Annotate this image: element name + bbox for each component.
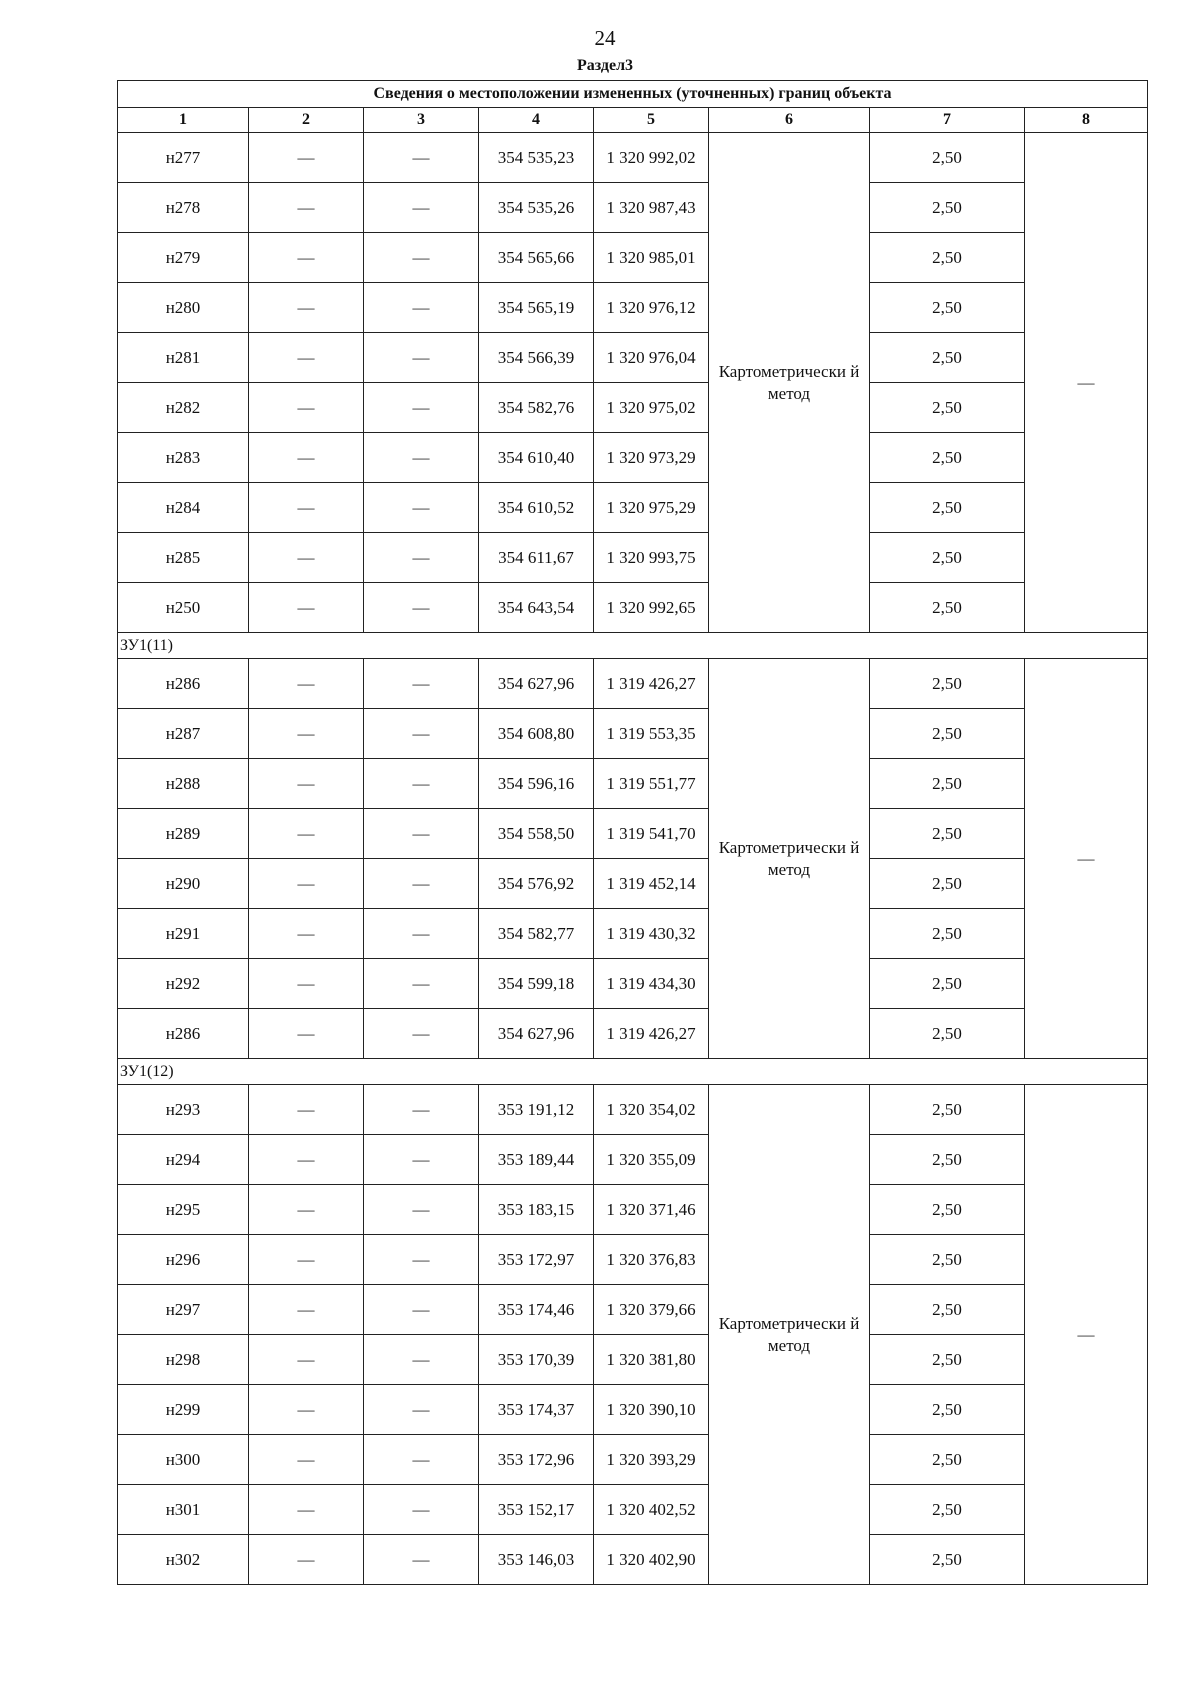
col2-cell: — [249,533,364,583]
col3-cell: — [364,859,479,909]
x-coordinate-cell: 354 535,23 [479,133,594,183]
y-coordinate-cell: 1 320 993,75 [594,533,709,583]
x-coordinate-cell: 354 627,96 [479,659,594,709]
col2-cell: — [249,283,364,333]
col3-cell: — [364,1135,479,1185]
col3-cell: — [364,709,479,759]
y-coordinate-cell: 1 319 426,27 [594,1009,709,1059]
table-row [118,909,1148,959]
x-coordinate-cell: 354 566,39 [479,333,594,383]
accuracy-cell: 2,50 [870,859,1025,909]
table-row [118,333,1148,383]
col2-cell: — [249,1385,364,1435]
x-coordinate-cell: 354 582,76 [479,383,594,433]
table-row [118,1009,1148,1059]
method-cell: Картометрически й метод [709,659,870,1059]
table-row [118,1385,1148,1435]
table-row [118,283,1148,333]
y-coordinate-cell: 1 320 393,29 [594,1435,709,1485]
point-name-cell: н286 [118,659,249,709]
col3-cell: — [364,1335,479,1385]
table-row [118,1535,1148,1585]
column-number: 7 [870,108,1025,133]
col3-cell: — [364,533,479,583]
col3-cell: — [364,809,479,859]
col3-cell: — [364,1009,479,1059]
column-number: 8 [1025,108,1148,133]
x-coordinate-cell: 354 565,19 [479,283,594,333]
y-coordinate-cell: 1 320 975,02 [594,383,709,433]
col2-cell: — [249,809,364,859]
x-coordinate-cell: 353 172,96 [479,1435,594,1485]
accuracy-cell: 2,50 [870,1285,1025,1335]
point-name-cell: н280 [118,283,249,333]
accuracy-cell: 2,50 [870,1435,1025,1485]
col3-cell: — [364,1485,479,1535]
point-name-cell: н282 [118,383,249,433]
column-number: 4 [479,108,594,133]
point-name-cell: н277 [118,133,249,183]
point-name-cell: н290 [118,859,249,909]
table-row [118,533,1148,583]
point-name-cell: н287 [118,709,249,759]
y-coordinate-cell: 1 320 973,29 [594,433,709,483]
accuracy-cell: 2,50 [870,1185,1025,1235]
y-coordinate-cell: 1 320 976,04 [594,333,709,383]
point-name-cell: н285 [118,533,249,583]
accuracy-cell: 2,50 [870,1335,1025,1385]
x-coordinate-cell: 353 174,37 [479,1385,594,1435]
x-coordinate-cell: 353 189,44 [479,1135,594,1185]
column-number-row [118,108,1148,133]
col2-cell: — [249,183,364,233]
boundary-coordinates-table [117,80,1148,1585]
column-number: 3 [364,108,479,133]
y-coordinate-cell: 1 319 426,27 [594,659,709,709]
col2-cell: — [249,1009,364,1059]
col8-cell: — [1025,133,1148,633]
point-name-cell: н300 [118,1435,249,1485]
point-name-cell: н301 [118,1485,249,1535]
col2-cell: — [249,1135,364,1185]
parcel-group-row [118,1059,1148,1085]
col3-cell: — [364,483,479,533]
x-coordinate-cell: 353 146,03 [479,1535,594,1585]
table-row [118,1435,1148,1485]
col2-cell: — [249,1235,364,1285]
point-name-cell: н298 [118,1335,249,1385]
col2-cell: — [249,483,364,533]
table-row [118,1285,1148,1335]
col2-cell: — [249,333,364,383]
col2-cell: — [249,133,364,183]
accuracy-cell: 2,50 [870,959,1025,1009]
x-coordinate-cell: 354 610,52 [479,483,594,533]
y-coordinate-cell: 1 319 551,77 [594,759,709,809]
point-name-cell: н279 [118,233,249,283]
y-coordinate-cell: 1 319 434,30 [594,959,709,1009]
accuracy-cell: 2,50 [870,759,1025,809]
col3-cell: — [364,1235,479,1285]
x-coordinate-cell: 353 170,39 [479,1335,594,1385]
col3-cell: — [364,283,479,333]
y-coordinate-cell: 1 320 975,29 [594,483,709,533]
col2-cell: — [249,759,364,809]
table-row [118,959,1148,1009]
section-title: Раздел3 [576,57,634,74]
table-row [118,1335,1148,1385]
y-coordinate-cell: 1 320 376,83 [594,1235,709,1285]
x-coordinate-cell: 354 643,54 [479,583,594,633]
table-row [118,659,1148,709]
point-name-cell: н289 [118,809,249,859]
y-coordinate-cell: 1 320 402,90 [594,1535,709,1585]
col2-cell: — [249,383,364,433]
col2-cell: — [249,959,364,1009]
col3-cell: — [364,659,479,709]
point-name-cell: н302 [118,1535,249,1585]
x-coordinate-cell: 354 611,67 [479,533,594,583]
col3-cell: — [364,133,479,183]
table-row [118,1185,1148,1235]
col3-cell: — [364,1435,479,1485]
x-coordinate-cell: 353 183,15 [479,1185,594,1235]
point-name-cell: н283 [118,433,249,483]
point-name-cell: н293 [118,1085,249,1135]
x-coordinate-cell: 354 599,18 [479,959,594,1009]
table-row [118,709,1148,759]
table-row [118,809,1148,859]
accuracy-cell: 2,50 [870,709,1025,759]
point-name-cell: н286 [118,1009,249,1059]
parcel-group-row [118,633,1148,659]
col3-cell: — [364,433,479,483]
accuracy-cell: 2,50 [870,183,1025,233]
accuracy-cell: 2,50 [870,1085,1025,1135]
accuracy-cell: 2,50 [870,1485,1025,1535]
table-row [118,133,1148,183]
y-coordinate-cell: 1 320 992,65 [594,583,709,633]
table-body [118,133,1148,1585]
x-coordinate-cell: 354 608,80 [479,709,594,759]
point-name-cell: н299 [118,1385,249,1435]
col2-cell: — [249,1485,364,1535]
page-number: 24 [594,26,616,50]
col2-cell: — [249,909,364,959]
table-row [118,1485,1148,1535]
x-coordinate-cell: 354 596,16 [479,759,594,809]
table-row [118,483,1148,533]
point-name-cell: н291 [118,909,249,959]
y-coordinate-cell: 1 320 985,01 [594,233,709,283]
col3-cell: — [364,759,479,809]
accuracy-cell: 2,50 [870,1385,1025,1435]
col8-cell: — [1025,659,1148,1059]
table-row [118,183,1148,233]
y-coordinate-cell: 1 320 354,02 [594,1085,709,1135]
col2-cell: — [249,1185,364,1235]
y-coordinate-cell: 1 319 430,32 [594,909,709,959]
point-name-cell: н294 [118,1135,249,1185]
col3-cell: — [364,959,479,1009]
accuracy-cell: 2,50 [870,1135,1025,1185]
point-name-cell: н288 [118,759,249,809]
table-row [118,1235,1148,1285]
accuracy-cell: 2,50 [870,433,1025,483]
point-name-cell: н296 [118,1235,249,1285]
col3-cell: — [364,1185,479,1235]
col2-cell: — [249,1435,364,1485]
column-number: 6 [709,108,870,133]
col8-cell: — [1025,1085,1148,1585]
column-number: 5 [594,108,709,133]
accuracy-cell: 2,50 [870,283,1025,333]
x-coordinate-cell: 353 174,46 [479,1285,594,1335]
y-coordinate-cell: 1 320 402,52 [594,1485,709,1535]
accuracy-cell: 2,50 [870,659,1025,709]
col2-cell: — [249,433,364,483]
table-row [118,583,1148,633]
accuracy-cell: 2,50 [870,1009,1025,1059]
point-name-cell: н284 [118,483,249,533]
y-coordinate-cell: 1 320 987,43 [594,183,709,233]
table-row [118,1085,1148,1135]
table-row [118,1135,1148,1185]
y-coordinate-cell: 1 320 379,66 [594,1285,709,1335]
col2-cell: — [249,1285,364,1335]
point-name-cell: н297 [118,1285,249,1335]
col3-cell: — [364,909,479,959]
x-coordinate-cell: 354 535,26 [479,183,594,233]
x-coordinate-cell: 353 152,17 [479,1485,594,1535]
x-coordinate-cell: 353 172,97 [479,1235,594,1285]
col3-cell: — [364,1535,479,1585]
col2-cell: — [249,659,364,709]
accuracy-cell: 2,50 [870,483,1025,533]
x-coordinate-cell: 353 191,12 [479,1085,594,1135]
y-coordinate-cell: 1 319 452,14 [594,859,709,909]
col2-cell: — [249,583,364,633]
x-coordinate-cell: 354 558,50 [479,809,594,859]
y-coordinate-cell: 1 319 541,70 [594,809,709,859]
point-name-cell: н278 [118,183,249,233]
accuracy-cell: 2,50 [870,333,1025,383]
table-row [118,759,1148,809]
parcel-label: ЗУ1(11) [118,633,1148,659]
col3-cell: — [364,583,479,633]
accuracy-cell: 2,50 [870,133,1025,183]
col2-cell: — [249,859,364,909]
col3-cell: — [364,233,479,283]
table-caption: Сведения о местоположении измененных (уточненных) границ объекта [118,81,1148,108]
point-name-cell: н292 [118,959,249,1009]
col2-cell: — [249,1535,364,1585]
table-row [118,433,1148,483]
parcel-label: ЗУ1(12) [118,1059,1148,1085]
accuracy-cell: 2,50 [870,1235,1025,1285]
accuracy-cell: 2,50 [870,909,1025,959]
accuracy-cell: 2,50 [870,1535,1025,1585]
col3-cell: — [364,383,479,433]
column-number: 1 [118,108,249,133]
table-row [118,859,1148,909]
col2-cell: — [249,233,364,283]
y-coordinate-cell: 1 320 390,10 [594,1385,709,1435]
point-name-cell: н295 [118,1185,249,1235]
table-row [118,383,1148,433]
y-coordinate-cell: 1 320 381,80 [594,1335,709,1385]
accuracy-cell: 2,50 [870,583,1025,633]
accuracy-cell: 2,50 [870,533,1025,583]
y-coordinate-cell: 1 320 976,12 [594,283,709,333]
y-coordinate-cell: 1 319 553,35 [594,709,709,759]
y-coordinate-cell: 1 320 992,02 [594,133,709,183]
x-coordinate-cell: 354 565,66 [479,233,594,283]
col3-cell: — [364,333,479,383]
col3-cell: — [364,1285,479,1335]
accuracy-cell: 2,50 [870,383,1025,433]
column-number: 2 [249,108,364,133]
accuracy-cell: 2,50 [870,233,1025,283]
col3-cell: — [364,1085,479,1135]
method-cell: Картометрически й метод [709,1085,870,1585]
x-coordinate-cell: 354 610,40 [479,433,594,483]
col2-cell: — [249,1085,364,1135]
col2-cell: — [249,709,364,759]
col3-cell: — [364,1385,479,1435]
y-coordinate-cell: 1 320 355,09 [594,1135,709,1185]
x-coordinate-cell: 354 576,92 [479,859,594,909]
method-cell: Картометрически й метод [709,133,870,633]
point-name-cell: н250 [118,583,249,633]
y-coordinate-cell: 1 320 371,46 [594,1185,709,1235]
col3-cell: — [364,183,479,233]
point-name-cell: н281 [118,333,249,383]
col2-cell: — [249,1335,364,1385]
table-row [118,233,1148,283]
accuracy-cell: 2,50 [870,809,1025,859]
x-coordinate-cell: 354 627,96 [479,1009,594,1059]
x-coordinate-cell: 354 582,77 [479,909,594,959]
